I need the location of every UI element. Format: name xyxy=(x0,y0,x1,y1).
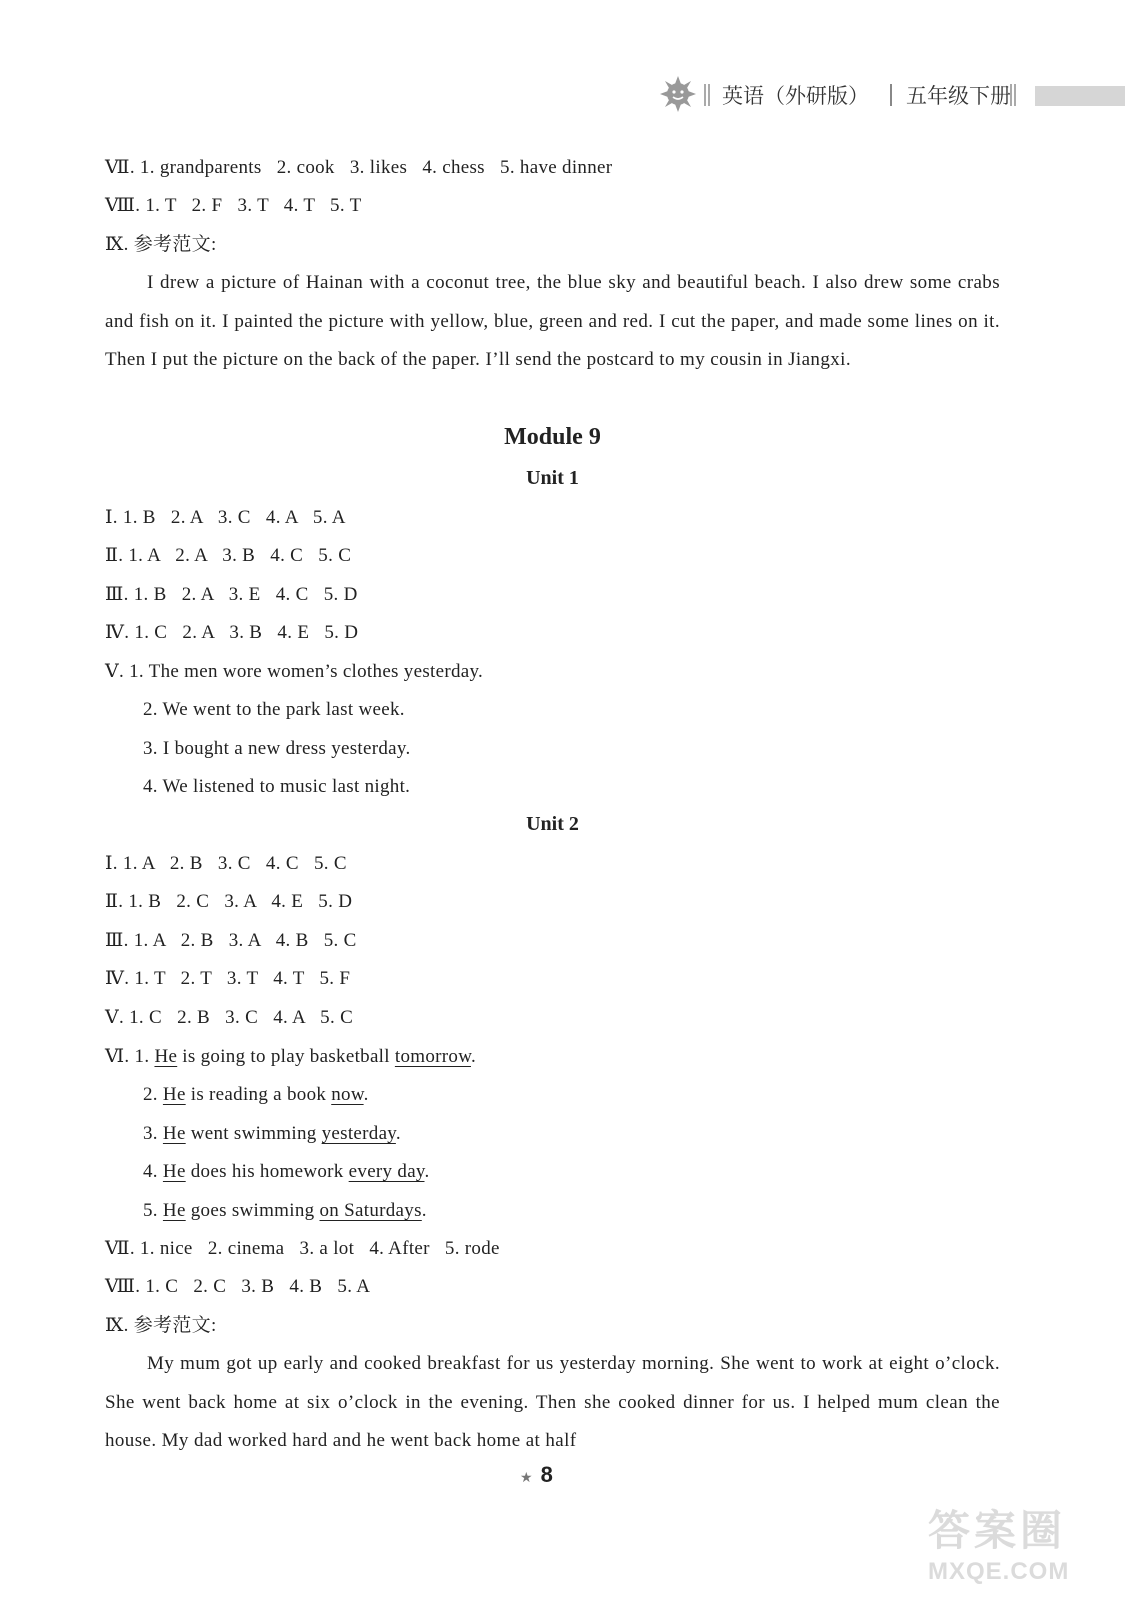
answer-line-v: Ⅴ. 1. The men wore women’s clothes yesterday. xyxy=(105,661,484,682)
answer-line-ii: Ⅱ. 1. B 2. C 3. A 4. E 5. D xyxy=(105,891,353,912)
answer-line-iv: Ⅳ. 1. C 2. A 3. B 4. E 5. D xyxy=(105,622,359,643)
answer-sentence: 2. He is reading a book now. xyxy=(143,1084,369,1105)
header-band xyxy=(1035,86,1125,106)
unit-title: Unit 2 xyxy=(526,813,579,835)
answer-sentence: 3. He went swimming yesterday. xyxy=(143,1123,401,1144)
answer-line-vi: Ⅵ. 1. He is going to play basketball tomorrow. xyxy=(105,1046,477,1067)
answer-sentence: 4. He does his homework every day. xyxy=(143,1161,430,1182)
star-icon: ★ xyxy=(520,1471,533,1486)
answer-sentence: 5. He goes swimming on Saturdays. xyxy=(143,1200,427,1221)
answer-line-v: Ⅴ. 1. C 2. B 3. C 4. A 5. C xyxy=(105,1007,354,1028)
watermark-logo xyxy=(928,1498,1108,1593)
header-divider xyxy=(704,84,710,106)
watermark-text: 答案圈 xyxy=(928,1507,1067,1554)
page-footer xyxy=(520,1462,553,1488)
answer-sentence: 3. I bought a new dress yesterday. xyxy=(143,738,411,759)
header-divider xyxy=(890,84,892,106)
sample-essay: I drew a picture of Hainan with a coconut tree, the blue sky and beautiful beach. I also drew some crabs and fish on it. I painted the picture with yellow, blue, green and red. I cut the paper, and made some lines on it. Then I put the picture on the back of the paper. I’ll send the postcard to my cousin in Jiangxi. xyxy=(105,272,1000,371)
header-subject: 英语（外研版） xyxy=(722,84,869,108)
header-divider xyxy=(1010,84,1016,106)
answer-line-viii: Ⅷ. 1. T 2. F 3. T 4. T 5. T xyxy=(105,195,362,216)
answer-sentence: 2. We went to the park last week. xyxy=(143,699,405,720)
watermark-url: MXQE.COM xyxy=(928,1558,1070,1585)
answer-line-ix: Ⅸ. 参考范文: xyxy=(105,1315,217,1336)
answer-line-ix: Ⅸ. 参考范文: xyxy=(105,234,217,255)
answer-line-i: Ⅰ. 1. B 2. A 3. C 4. A 5. A xyxy=(105,507,346,528)
sun-logo-icon xyxy=(660,76,696,112)
sample-essay: My mum got up early and cooked breakfast for us yesterday morning. She went to work at eight o’clock. She went back home at six o’clock in the evening. Then she cooked dinner for us. I helped mum clean the house. My dad worked hard and he went back home at half xyxy=(105,1353,1000,1452)
unit-title: Unit 1 xyxy=(526,467,579,489)
answer-sentence: 4. We listened to music last night. xyxy=(143,776,411,797)
answer-line-iii: Ⅲ. 1. A 2. B 3. A 4. B 5. C xyxy=(105,930,357,951)
answer-line-i: Ⅰ. 1. A 2. B 3. C 4. C 5. C xyxy=(105,853,347,874)
answer-line-iv: Ⅳ. 1. T 2. T 3. T 4. T 5. F xyxy=(105,968,351,989)
module-title: Module 9 xyxy=(504,424,601,450)
answer-line-viii: Ⅷ. 1. C 2. C 3. B 4. B 5. A xyxy=(105,1276,371,1297)
header-grade: 五年级下册 xyxy=(906,84,1011,108)
running-header xyxy=(660,74,1125,114)
answer-line-ii: Ⅱ. 1. A 2. A 3. B 4. C 5. C xyxy=(105,545,352,566)
answer-line-vii: Ⅶ. 1. nice 2. cinema 3. a lot 4. After 5. rode xyxy=(105,1238,500,1259)
answer-line-vii: Ⅶ. 1. grandparents 2. cook 3. likes 4. chess 5. have dinner xyxy=(105,157,613,178)
page-number: 8 xyxy=(540,1462,553,1487)
answer-line-iii: Ⅲ. 1. B 2. A 3. E 4. C 5. D xyxy=(105,584,358,605)
